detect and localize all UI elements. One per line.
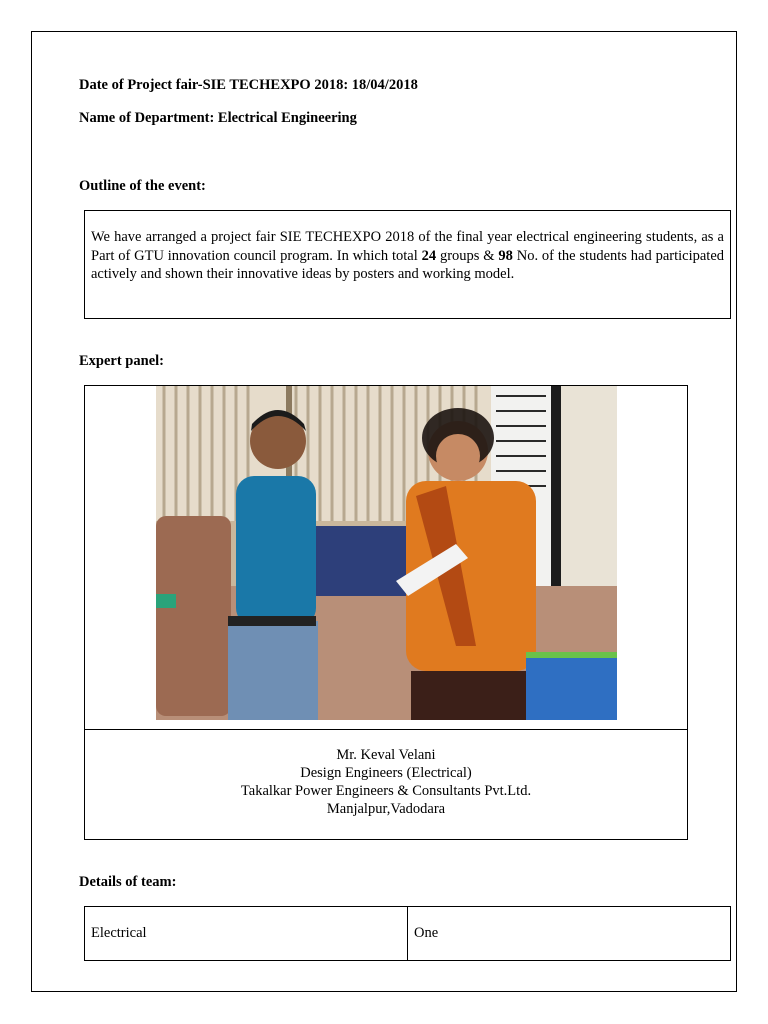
outline-text: We have arranged a project fair SIE TECHEXPO 2018 of the final year electrical engineering students, as a Part of GTU innovation council program. In which total	[91, 229, 724, 264]
expert-panel-heading: Expert panel:	[79, 353, 164, 369]
team-department-cell: Electrical	[85, 907, 408, 961]
team-table	[84, 906, 731, 961]
expert-panel-box	[84, 385, 688, 840]
expert-caption	[85, 746, 687, 818]
team-count-cell: One	[408, 907, 731, 961]
team-details-heading: Details of team:	[79, 874, 177, 890]
outline-text: No. of the students had participated actively and shown their innovative ideas by posters and working model.	[91, 247, 725, 282]
table-row	[85, 907, 731, 961]
expert-divider	[85, 729, 687, 730]
outline-heading: Outline of the event:	[79, 178, 206, 194]
expert-company: Takalkar Power Engineers & Consultants Pvt.Ltd.	[240, 783, 532, 799]
outline-text: groups &	[436, 247, 499, 264]
groups-count: 24	[421, 247, 437, 264]
expert-location: Manjalpur,Vadodara	[326, 801, 446, 817]
department-heading: Name of Department: Electrical Engineering	[79, 110, 357, 126]
students-count: 98	[498, 247, 513, 264]
expert-name: Mr. Keval Velani	[336, 747, 436, 763]
event-date-heading: Date of Project fair-SIE TECHEXPO 2018: 18/04/2018	[79, 77, 418, 93]
expert-photo	[156, 386, 617, 720]
outline-text-box	[84, 210, 731, 319]
expert-designation: Design Engineers (Electrical)	[300, 765, 472, 781]
